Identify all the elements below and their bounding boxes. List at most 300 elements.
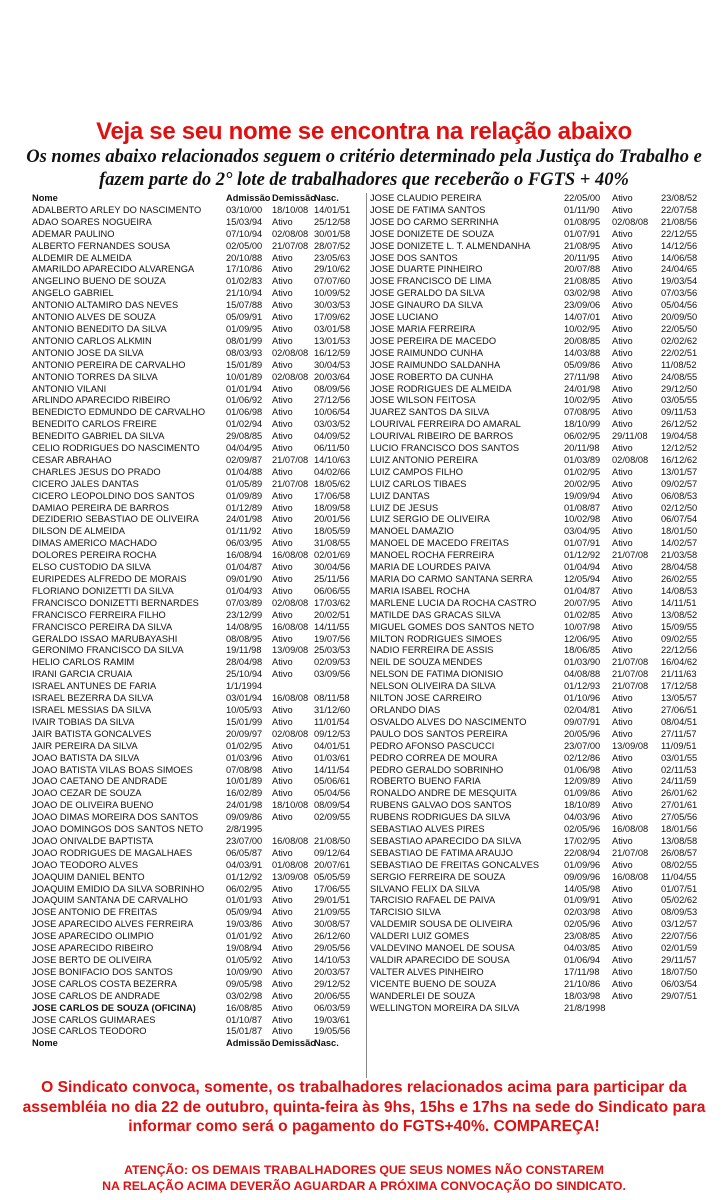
birth-date: 13/01/57 [661,466,698,477]
table-row [370,217,710,229]
worker-name: ARLINDO APARECIDO RIBEIRO [32,395,171,406]
admission-date: 03/02/98 [564,288,601,299]
table-row [370,562,710,574]
dismissal-date: Ativo [612,645,633,656]
table-row [22,991,362,1003]
worker-name: RUBENS RODRIGUES DA SILVA [370,812,511,823]
admission-date: 18/10/99 [564,419,601,430]
table-row [370,657,710,669]
worker-name: JOAO TEODORO ALVES [32,859,139,870]
worker-name: MARLENE LUCIA DA ROCHA CASTRO [370,597,537,608]
admission-date: 24/01/98 [226,514,263,525]
dismissal-date: 21/07/08 [612,550,649,561]
dismissal-date: Ativo [272,288,293,299]
worker-name: CICERO LEOPOLDINO DOS SANTOS [32,490,195,501]
table-row [370,253,710,265]
admission-date: 09/01/90 [226,574,263,584]
birth-date: 19/03/61 [314,1014,351,1025]
worker-name: JOSE FRANCISCO DE LIMA [370,276,492,287]
dismissal-date: 16/08/08 [272,693,309,704]
admission-date: 14/03/88 [564,347,601,358]
admission-date: 22/08/94 [564,847,601,858]
table-row [370,586,710,598]
worker-name: JOSE CARLOS DE ANDRADE [32,990,161,1001]
dismissal-date: Ativo [612,288,633,299]
dismissal-date: Ativo [612,597,633,608]
table-row [22,288,362,300]
dismissal-date: Ativo [272,1014,293,1025]
birth-date: 08/04/51 [661,716,698,727]
admission-date: 24/01/98 [226,800,263,811]
admission-date: 20/02/95 [564,478,601,489]
dismissal-date: Ativo [272,740,293,751]
admission-date: 06/02/95 [564,431,601,442]
dismissal-date: Ativo [612,883,633,894]
birth-date: 17/06/55 [314,883,351,894]
dismissal-date: Ativo [612,704,633,715]
birth-date: 26/01/62 [661,788,698,799]
dismissal-date: Ativo [612,240,633,251]
admission-date: 14/05/98 [564,883,601,894]
table-row [370,419,710,431]
worker-name: JOSE LUCIANO [370,312,439,323]
dismissal-date: Ativo [272,883,293,894]
birth-date: 06/07/54 [661,514,698,525]
admission-date: 04/03/96 [564,812,601,823]
admission-date: 02/12/86 [564,752,601,763]
birth-date: 04/09/52 [314,431,351,442]
birth-date: 10/06/54 [314,407,351,418]
table-row [22,526,362,538]
header-admissao: Admissão [226,193,271,203]
birth-date: 18/07/50 [661,966,698,977]
birth-date: 22/12/56 [661,645,698,656]
worker-name: ADALBERTO ARLEY DO NASCIMENTO [32,204,202,215]
table-row [22,538,362,550]
dismissal-date: Ativo [612,347,633,358]
table-row [22,884,362,896]
admission-date: 17/10/86 [226,264,263,275]
dismissal-date: Ativo [272,466,293,477]
birth-date: 11/09/51 [661,740,697,751]
admission-date: 02/03/98 [564,907,601,918]
worker-name: JOSE BERTO DE OLIVEIRA [32,955,152,965]
admission-date: 01/04/88 [226,466,263,477]
worker-name: JOSE CLAUDIO PEREIRA [370,193,482,203]
table-row [370,241,710,253]
table-row [370,669,710,681]
table-row [22,645,362,657]
admission-date: 01/10/87 [226,1014,263,1025]
worker-name: NEIL DE SOUZA MENDES [370,657,483,668]
worker-name: LUIZ SERGIO DE OLIVEIRA [370,514,490,525]
table-row [22,1015,362,1027]
admission-date: 01/06/98 [226,407,263,418]
worker-name: PEDRO CORREA DE MOURA [370,752,498,763]
admission-date: 02/05/00 [226,240,263,251]
dismissal-date: Ativo [272,919,293,930]
worker-name: BENEDITO GABRIEL DA SILVA [32,431,165,442]
worker-name: ROBERTO BUENO FARIA [370,776,481,787]
birth-date: 26/02/55 [661,574,698,584]
table-row [22,693,362,705]
dismissal-date: 02/08/08 [272,728,309,739]
table-row [22,312,362,324]
dismissal-date: 13/09/08 [272,871,309,882]
admission-date: 20/08/85 [564,335,601,346]
admission-date: 18/03/98 [564,990,601,1001]
dismissal-date: Ativo [272,776,293,787]
worker-name: FRANCISCO FERREIRA FILHO [32,609,166,620]
dismissal-date: Ativo [612,526,633,537]
dismissal-date: Ativo [612,764,633,775]
table-row [22,669,362,681]
table-row [370,264,710,276]
dismissal-date: Ativo [612,312,633,323]
admission-date: 01/10/96 [564,693,601,704]
dismissal-date: Ativo [612,562,633,573]
worker-name: JOSE APARECIDO OLIMPIO [32,931,154,942]
table-row [22,705,362,717]
worker-name: ANTONIO VILANI [32,383,107,394]
dismissal-date: Ativo [612,407,633,418]
worker-name: OSVALDO ALVES DO NASCIMENTO [370,716,527,727]
birth-date: 29/01/51 [314,895,351,906]
worker-name: MANOEL ROCHA FERREIRA [370,550,495,561]
dismissal-date: Ativo [612,574,633,584]
dismissal-date: Ativo [612,835,633,846]
birth-date: 14/11/54 [314,764,350,775]
worker-name: TARCISIO SILVA [370,907,441,918]
birth-date: 16/12/59 [314,347,351,358]
birth-date: 29/12/52 [314,978,351,989]
dismissal-date: Ativo [612,621,633,632]
dismissal-date: Ativo [272,943,293,954]
dismissal-date: Ativo [272,526,293,537]
table-row [370,753,710,765]
worker-name: JOSE DUARTE PINHEIRO [370,264,483,275]
admission-date: 16/08/94 [226,550,263,561]
table-row [22,491,362,503]
birth-date: 05/04/56 [314,788,351,799]
worker-name: LUIZ DANTAS [370,490,430,501]
dismissal-date: Ativo [272,407,293,418]
birth-date: 30/01/58 [314,228,351,239]
admission-date: 03/04/95 [564,526,601,537]
table-row [22,800,362,812]
admission-date: 01/04/93 [226,585,263,596]
table-row [22,431,362,443]
admission-date: 29/08/85 [226,431,263,442]
worker-name: BENEDICTO EDMUNDO DE CARVALHO [32,407,206,418]
table-row [22,407,362,419]
admission-date: 15/07/88 [226,300,263,311]
birth-date: 25/11/56 [314,574,350,584]
worker-name: ALBERTO FERNANDES SOUSA [32,240,171,251]
birth-date: 08/09/54 [314,800,351,811]
admission-date: 14/08/95 [226,621,263,632]
worker-list-left-column [22,193,362,1050]
dismissal-date: Ativo [612,955,633,965]
worker-name: CHARLES JESUS DO PRADO [32,466,161,477]
birth-date: 21/09/55 [314,907,351,918]
birth-date: 14/10/53 [314,955,351,965]
worker-name: CESAR ABRAHAO [32,454,112,465]
table-row [370,491,710,503]
admission-date: 07/03/89 [226,597,263,608]
admission-date: 20/09/97 [226,728,263,739]
table-row [370,931,710,943]
birth-date: 03/03/52 [314,419,351,430]
admission-date: 03/10/00 [226,204,263,215]
birth-date: 24/08/55 [661,371,698,382]
birth-date: 06/08/53 [661,490,698,501]
table-row [370,812,710,824]
worker-name: DIMAS AMERICO MACHADO [32,538,158,549]
worker-name: JOSE APARECIDO ALVES FERREIRA [32,919,194,930]
birth-date: 11/08/52 [661,359,697,370]
worker-list-right-column [370,193,710,1015]
worker-name: DAMIAO PEREIRA DE BARROS [32,502,169,513]
header-nasc: Nasc. [314,1038,339,1049]
table-row [370,598,710,610]
birth-date: 03/01/55 [661,752,698,763]
admission-date: 12/05/94 [564,574,601,584]
column-divider [366,193,367,1078]
warning-line-1: ATENÇÃO: OS DEMAIS TRABALHADORES QUE SEUS NOMES NÃO CONSTAREM [124,1163,604,1177]
table-row [370,955,710,967]
header-name: Nome [32,193,58,203]
dismissal-date: 02/08/08 [272,228,309,239]
admission-date: 05/09/91 [226,312,263,323]
admission-date: 01/04/87 [226,562,263,573]
worker-name: MARIA DE LOURDES PAIVA [370,562,491,573]
table-row [370,550,710,562]
admission-date: 17/02/95 [564,835,601,846]
table-row [22,776,362,788]
worker-name: MARIA DO CARMO SANTANA SERRA [370,574,533,584]
worker-name: DOLORES PEREIRA ROCHA [32,550,157,561]
dismissal-date: Ativo [272,335,293,346]
admission-date: 19/09/94 [564,490,601,501]
dismissal-date: Ativo [272,847,293,858]
worker-name: JOSE CARLOS GUIMARAES [32,1014,156,1025]
table-row [370,895,710,907]
admission-date: 01/12/93 [564,681,601,692]
birth-date: 11/01/54 [314,716,350,727]
birth-date: 18/09/58 [314,502,351,513]
table-row [22,324,362,336]
worker-name: PEDRO AFONSO PASCUCCI [370,740,495,751]
worker-name: GERONIMO FRANCISCO DA SILVA [32,645,184,656]
birth-date: 06/06/55 [314,585,351,596]
dismissal-date: 13/09/08 [272,645,309,656]
dismissal-date: Ativo [612,800,633,811]
dismissal-date: Ativo [612,716,633,727]
worker-name: JOAO CEZAR DE SOUZA [32,788,142,799]
birth-date: 21/03/58 [661,550,698,561]
birth-date: 14/02/57 [661,538,698,549]
table-row [22,253,362,265]
worker-name: JOAO BATISTA VILAS BOAS SIMOES [32,764,193,775]
table-row [22,419,362,431]
dismissal-date: Ativo [272,276,293,287]
table-row [370,634,710,646]
birth-date: 17/06/58 [314,490,351,501]
table-row [22,264,362,276]
admission-date: 20/07/88 [564,264,601,275]
table-row [22,1026,362,1038]
worker-name: ELSO CUSTODIO DA SILVA [32,562,151,573]
birth-date: 02/01/59 [661,943,698,954]
birth-date: 20/09/50 [661,312,698,323]
table-row [22,336,362,348]
worker-name: SEBASTIAO DE FREITAS GONCALVES [370,859,540,870]
table-row [22,598,362,610]
table-row [370,229,710,241]
table-row [22,479,362,491]
worker-name: TARCISIO RAFAEL DE PAIVA [370,895,496,906]
dismissal-date: Ativo [612,252,633,263]
worker-name: HELIO CARLOS RAMIM [32,657,135,668]
birth-date: 02/12/50 [661,502,698,513]
admission-date: 01/06/94 [564,955,601,965]
dismissal-date: Ativo [272,657,293,668]
admission-date: 23/07/00 [226,835,263,846]
birth-date: 28/07/52 [314,240,351,251]
worker-name: ISRAEL ANTUNES DE FARIA [32,681,157,692]
worker-name: SEBASTIAO DE FATIMA ARAUJO [370,847,513,858]
admission-date: 01/02/95 [226,740,263,751]
admission-date: 17/11/98 [564,966,600,977]
birth-date: 09/02/57 [661,478,698,489]
birth-date: 22/07/56 [661,931,698,942]
table-row [22,931,362,943]
dismissal-date: Ativo [272,252,293,263]
admission-date: 19/11/98 [226,645,262,656]
worker-name: VALDIR APARECIDO DE SOUSA [370,955,510,965]
dismissal-date: Ativo [272,562,293,573]
dismissal-date: Ativo [612,990,633,1001]
admission-date: 08/01/99 [226,335,263,346]
birth-date: 27/12/56 [314,395,351,406]
admission-date: 01/03/89 [564,454,601,465]
dismissal-date: 21/07/08 [272,478,309,489]
birth-date: 14/08/53 [661,585,698,596]
worker-name: LUIZ CAMPOS FILHO [370,466,463,477]
birth-date: 29/12/50 [661,383,698,394]
table-row [370,526,710,538]
admission-date: 20/05/96 [564,728,601,739]
birth-date: 13/08/58 [661,835,698,846]
table-row [370,824,710,836]
worker-name: JOAO DIMAS MOREIRA DOS SANTOS [32,812,199,823]
admission-date: 08/08/95 [226,633,263,644]
dismissal-date: Ativo [612,895,633,906]
admission-date: 04/03/91 [226,859,263,870]
table-row [370,979,710,991]
table-row [370,884,710,896]
worker-name: JOSE CARLOS DE SOUZA (OFICINA) [32,1002,196,1013]
birth-date: 14/12/56 [661,240,698,251]
dismissal-date: 21/07/08 [612,669,649,680]
worker-name: JOSE ANTONIO DE FREITAS [32,907,158,918]
dismissal-date: Ativo [612,383,633,394]
worker-name: ANGELINO BUENO DE SOUZA [32,276,166,287]
admission-date: 03/01/94 [226,693,263,704]
birth-date: 18/05/62 [314,478,351,489]
birth-date: 14/06/58 [661,252,698,263]
admission-date: 01/09/86 [564,788,601,799]
admission-date: 07/08/98 [226,764,263,775]
admission-date: 01/02/94 [226,419,263,430]
worker-name: VICENTE BUENO DE SOUZA [370,978,497,989]
admission-date: 10/02/95 [564,395,601,406]
worker-name: JUAREZ SANTOS DA SILVA [370,407,490,418]
birth-date: 19/03/54 [661,276,698,287]
admission-date: 01/01/94 [226,383,263,394]
worker-name: RONALDO ANDRE DE MESQUITA [370,788,517,799]
admission-date: 18/10/89 [564,800,601,811]
admission-date: 06/02/95 [226,883,263,894]
page-title: Veja se seu nome se encontra na relação abaixo [96,118,632,145]
dismissal-date: Ativo [612,502,633,513]
birth-date: 25/03/53 [314,645,351,656]
birth-date: 22/12/55 [661,228,698,239]
birth-date: 11/04/55 [661,871,697,882]
birth-date: 20/03/64 [314,371,351,382]
header-demissao: Demissão [272,1038,316,1049]
worker-name: JAIR PEREIRA DA SILVA [32,740,138,751]
dismissal-date: Ativo [272,752,293,763]
table-row [22,562,362,574]
table-row [22,955,362,967]
worker-name: JOSE GINAURO DA SILVA [370,300,483,311]
birth-date: 17/03/62 [314,597,351,608]
birth-date: 14/11/55 [314,621,350,632]
admission-date: 01/01/93 [226,895,263,906]
admission-date: 22/05/00 [564,193,601,203]
worker-name: JOSE PEREIRA DE MACEDO [370,335,497,346]
birth-date: 21/08/56 [661,216,698,227]
dismissal-date: Ativo [612,228,633,239]
dismissal-date: Ativo [272,538,293,549]
birth-date: 01/07/51 [661,883,698,894]
table-row [370,384,710,396]
admission-date: 20/11/98 [564,443,600,454]
table-row [370,645,710,657]
dismissal-date: Ativo [612,335,633,346]
dismissal-date: Ativo [272,383,293,394]
birth-date: 06/03/59 [314,1002,351,1013]
dismissal-date: Ativo [612,728,633,739]
birth-date: 21/08/50 [314,835,351,846]
birth-date: 02/01/69 [314,550,351,561]
dismissal-date: Ativo [612,931,633,942]
table-row [22,276,362,288]
table-row [370,372,710,384]
admission-date: 01/09/89 [226,490,263,501]
birth-date: 16/12/62 [661,454,698,465]
admission-date: 04/08/88 [564,669,601,680]
dismissal-date: Ativo [272,704,293,715]
dismissal-date: Ativo [272,216,293,227]
header-name: Nome [32,1038,58,1049]
admission-date: 15/03/94 [226,216,263,227]
table-row [370,610,710,622]
birth-date: 05/06/61 [314,776,351,787]
admission-date: 16/08/85 [226,1002,263,1013]
